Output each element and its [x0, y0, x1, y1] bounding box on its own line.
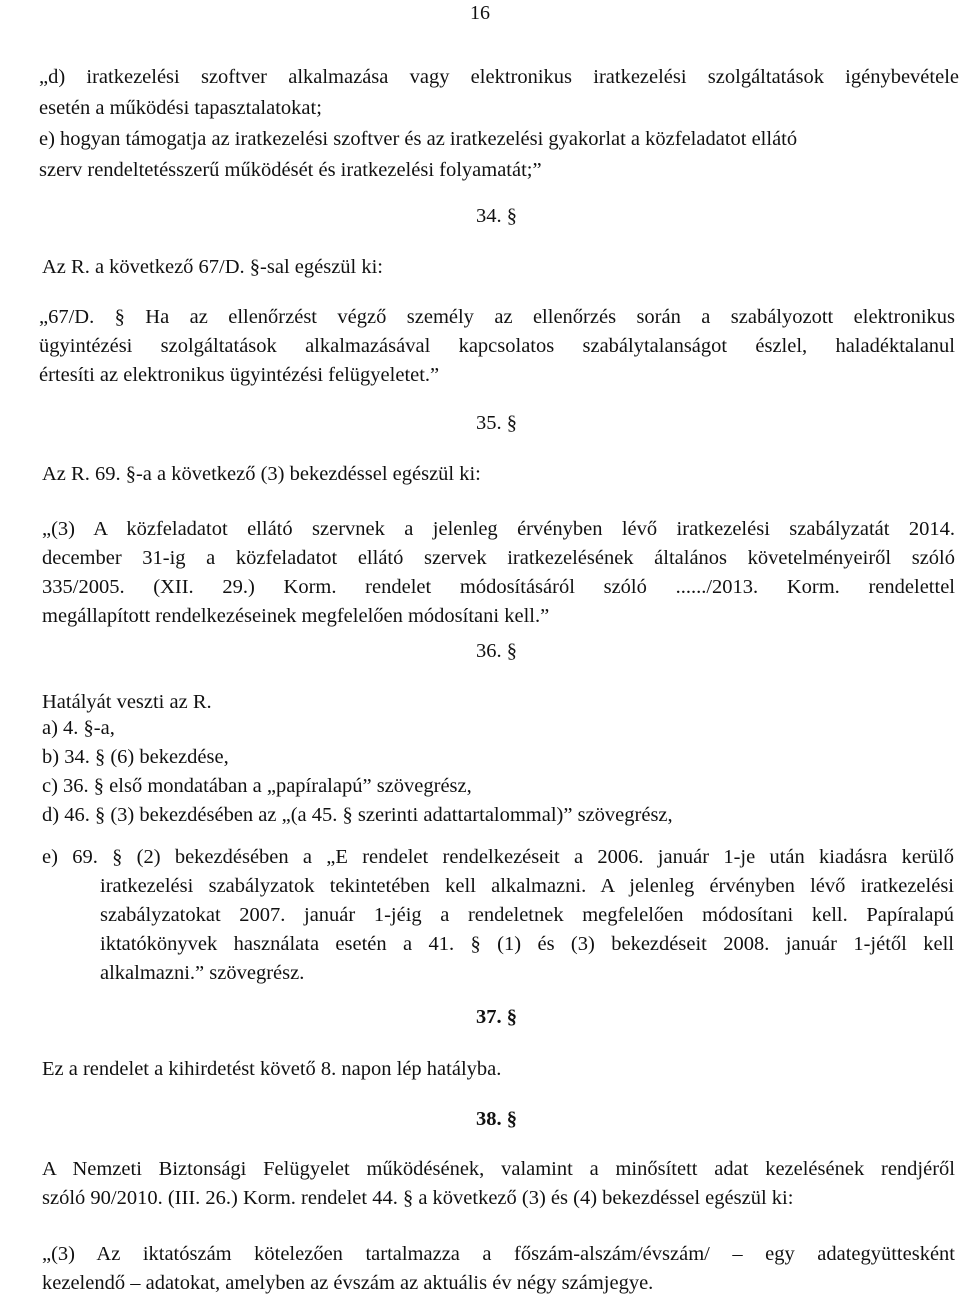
section-37-text: Ez a rendelet a kihirdetést követő 8. napon lép hatályba. [42, 1058, 502, 1080]
repeal-item-e-line-5: alkalmazni.” szövegrész. [100, 962, 305, 984]
section-38-heading: 38. § [476, 1108, 517, 1130]
paragraph-69-3-line-3: 335/2005. (XII. 29.) Korm. rendelet módosításáról szóló ....../2013. Korm. rendelettel [42, 576, 955, 598]
section-36-intro: Hatályát veszti az R. [42, 691, 212, 713]
repeal-item-e-line-2: iratkezelési szabályzatok tekintetében kell alkalmazni. A jelenleg érvényben lévő iratkezelési [100, 875, 954, 897]
section-34-intro: Az R. a következő 67/D. §-sal egészül ki: [42, 256, 384, 278]
paragraph-69-3-line-2: december 31-ig a közfeladatot ellátó szervek iratkezelésének általános követelményeiről szóló [42, 547, 955, 569]
paragraph-69-3 [42, 515, 955, 631]
paragraph-38-3 [42, 1240, 955, 1298]
item-e-line-2: szerv rendeltetésszerű működését és iratkezelési folyamatát;” [39, 159, 542, 181]
paragraph-69-3-line-4: megállapított rendelkezéseinek megfelelően módosítani kell.” [42, 605, 550, 627]
repeal-list [42, 714, 673, 830]
item-e-line-1: e) hogyan támogatja az iratkezelési szoftver és az iratkezelési gyakorlat a közfeladatot ellátó [39, 128, 798, 150]
item-d-line-1: „d) iratkezelési szoftver alkalmazása vagy elektronikus iratkezelési szolgáltatások igénybevétele [39, 66, 959, 88]
page-number: 16 [470, 2, 490, 24]
paragraph-67d-line-2: ügyintézési szolgáltatások alkalmazásával kapcsolatos szabálytalanságot észlel, haladéktalanul [39, 335, 955, 357]
repeal-item-b: b) 34. § (6) bekezdése, [42, 746, 229, 768]
items-d-e [39, 62, 959, 186]
paragraph-38-3-line-1: „(3) Az iktatószám kötelezően tartalmazza a főszám-alszám/évszám/ – egy adategyüttesként [42, 1243, 955, 1265]
section-34-heading: 34. § [476, 205, 517, 227]
paragraph-69-3-line-1: „(3) A közfeladatot ellátó szervnek a jelenleg érvényben lévő iratkezelési szabályzatát 2014. [42, 518, 955, 540]
repeal-item-d: d) 46. § (3) bekezdésében az „(a 45. § szerinti adattartalommal)” szövegrész, [42, 804, 673, 826]
repeal-item-e-line-4: iktatókönyvek használata esetén a 41. § (1) és (3) bekezdéseit 2008. január 1-jétől kell [100, 933, 954, 955]
paragraph-38-intro [42, 1155, 955, 1213]
paragraph-38-3-line-2: kezelendő – adatokat, amelyben az évszám az aktuális év négy számjegye. [42, 1272, 654, 1294]
repeal-item-a: a) 4. §-a, [42, 717, 115, 739]
repeal-item-e [42, 843, 954, 988]
paragraph-38-intro-line-1: A Nemzeti Biztonsági Felügyelet működésének, valamint a minősített adat kezelésének rendjéről [42, 1158, 955, 1180]
section-35-intro: Az R. 69. §-a a következő (3) bekezdéssel egészül ki: [42, 463, 481, 485]
paragraph-67d [39, 303, 955, 390]
item-d-line-2: esetén a működési tapasztalatokat; [39, 97, 322, 119]
repeal-item-c: c) 36. § első mondatában a „papíralapú” szövegrész, [42, 775, 472, 797]
section-37-heading: 37. § [476, 1006, 517, 1028]
repeal-item-e-line-1: e) 69. § (2) bekezdésében a „E rendelet rendelkezéseit a 2006. január 1-je után kiadásra kerülő [42, 846, 954, 868]
paragraph-67d-line-3: értesíti az elektronikus ügyintézési felügyeletet.” [39, 364, 440, 386]
repeal-item-e-line-3: szabályzatokat 2007. január 1-jéig a rendeletnek megfelelően módosítani kell. Papíralapú [100, 904, 954, 926]
section-35-heading: 35. § [476, 412, 517, 434]
paragraph-67d-line-1: „67/D. § Ha az ellenőrzést végző személy az ellenőrzés során a szabályozott elektronikus [39, 306, 955, 328]
paragraph-38-intro-line-2: szóló 90/2010. (III. 26.) Korm. rendelet 44. § a következő (3) és (4) bekezdéssel egészül ki: [42, 1187, 794, 1209]
section-36-heading: 36. § [476, 640, 517, 662]
